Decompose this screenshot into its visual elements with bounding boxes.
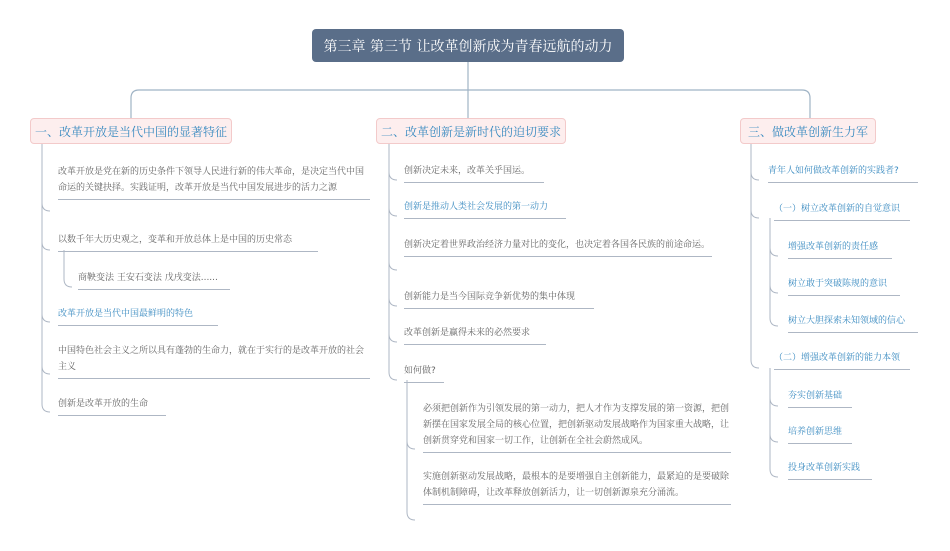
branch-youth-force[interactable]: 三、做改革创新生力军	[740, 118, 876, 144]
node-thinking[interactable]: 培养创新思维	[788, 424, 852, 444]
node-first-driving-force[interactable]: 创新是推动人类社会发展的第一动力	[404, 199, 566, 219]
node-reform-revolution[interactable]: 改革开放是党在新的历史条件下领导人民进行新的伟大革命，是决定当代中国命运的关键抉择。实践证明，改革开放是当代中国发展进步的活力之源	[58, 164, 370, 200]
root-topic[interactable]: 第三章 第三节 让改革创新成为青春远航的动力	[312, 29, 624, 62]
node-responsibility[interactable]: 增强改革创新的责任感	[788, 239, 892, 259]
node-explore-confidence[interactable]: 树立大胆探索未知领域的信心	[788, 313, 918, 333]
node-innovation-strategy[interactable]: 实施创新驱动发展战略，最根本的是要增强自主创新能力，最紧迫的是要破除体制机制障碍，让改革释放创新活力，让一切创新源泉充分涌流。	[423, 469, 731, 505]
branch-innovation-requirement[interactable]: 二、改革创新是新时代的迫切要求	[376, 118, 566, 144]
node-innovation-first-force[interactable]: 必须把创新作为引领发展的第一动力，把人才作为支撑发展的第一资源，把创新摆在国家发展全局的核心位置，把创新驱动发展战略作为国家重大战略，让创新贯穿党和国家一切工作，让创新在全社会蔚然成风。	[423, 401, 731, 453]
node-innovation-life[interactable]: 创新是改革开放的生命	[58, 396, 166, 416]
node-winning-future[interactable]: 改革创新是赢得未来的必然要求	[404, 325, 546, 345]
branch-reform-opening[interactable]: 一、改革开放是当代中国的显著特征	[30, 118, 232, 144]
node-socialism-vitality[interactable]: 中国特色社会主义之所以具有蓬勃的生命力，就在于实行的是改革开放的社会主义	[58, 343, 370, 379]
node-historical-norm[interactable]: 以数千年大历史观之，变革和开放总体上是中国的历史常态	[58, 232, 318, 252]
node-innovation-future[interactable]: 创新决定未来，改革关乎国运。	[404, 163, 544, 183]
node-foundation[interactable]: 夯实创新基础	[788, 388, 852, 408]
node-world-balance[interactable]: 创新决定着世界政治经济力量对比的变化，也决定着各国各民族的前途命运。	[404, 237, 712, 257]
node-how-to[interactable]: 如何做?	[404, 363, 444, 383]
node-ability[interactable]: （二）增强改革创新的能力本领	[774, 350, 910, 370]
node-competitive-advantage[interactable]: 创新能力是当今国际竞争新优势的集中体现	[404, 289, 594, 309]
node-consciousness[interactable]: （一）树立改革创新的自觉意识	[774, 201, 910, 221]
node-practice[interactable]: 投身改革创新实践	[788, 460, 872, 480]
node-distinct-feature[interactable]: 改革开放是当代中国最鲜明的特色	[58, 306, 218, 326]
node-historical-reforms[interactable]: 商鞅变法 王安石变法 戊戌变法......	[78, 270, 230, 290]
node-youth-how[interactable]: 青年人如何做改革创新的实践者?	[768, 163, 918, 183]
node-break-conventions[interactable]: 树立敢于突破陈规的意识	[788, 276, 900, 296]
